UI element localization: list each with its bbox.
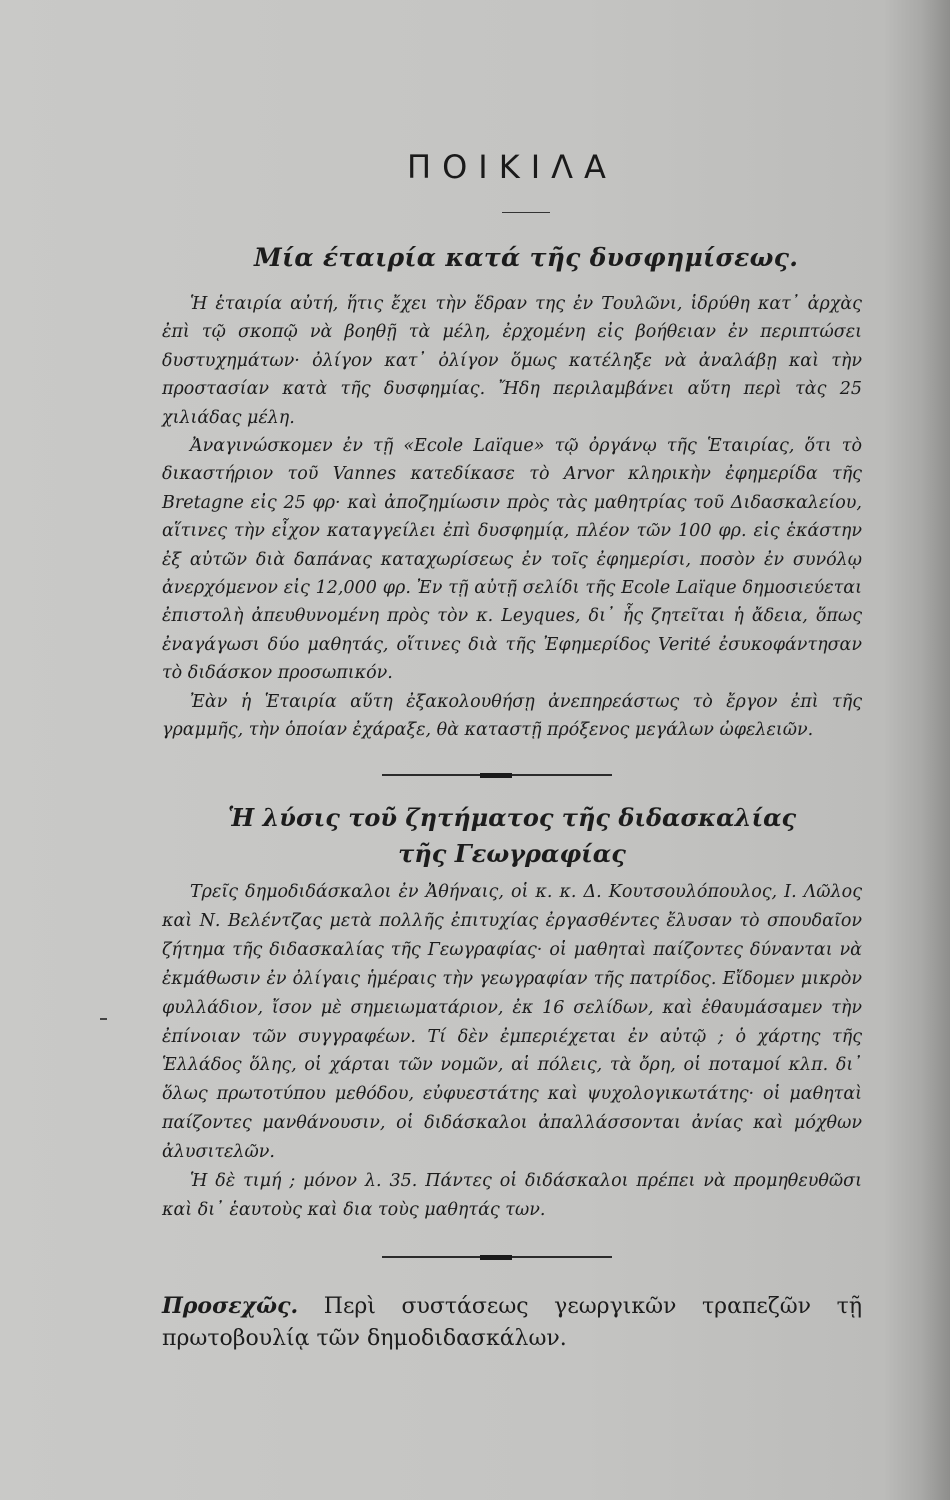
notice-lead: Προσεχῶς. — [162, 1293, 299, 1319]
margin-mark — [100, 1018, 107, 1020]
article2-paragraph-1: Τρεῖς δημοδιδάσκαλοι ἐν Ἀθήναις, οἱ κ. κ. Δ. Κουτσουλόπουλος, Ι. Λῶλος καὶ Ν. Βελέντζας μετὰ πολλῆς ἐπιτυχίας ἐργασθέντες ἔλυσαν τὸ σπουδαῖον ζήτημα τῆς διδασκαλίας τῆς Γεωγραφίας· οἱ μαθηταὶ παίζοντες δύνανται νὰ ἐκμάθωσιν ἐν ὀλίγαις ἡμέραις τὴν γεωγραφίαν τῆς πατρίδος. Εἴδομεν μικρὸν φυλλάδιον, ἴσον μὲ σημειωματάριον, ἐκ 16 σελίδων, καὶ ἐθαυμάσαμεν τὴν ἐπίνοιαν τῶν συγγραφέων. Τί δὲν ἐμπεριέχεται ἐν αὐτῷ ; ὁ χάρτης τῆς Ἑλλάδος ὅλης, οἱ χάρται τῶν νομῶν, αἱ πόλεις, τὰ ὄρη, οἱ ποταμοί κλπ. δι᾽ ὅλως πρωτοτύπου μεθόδου, εὐφυεστάτης καὶ ψυχολογικωτάτης· οἱ μαθηταὶ παίζοντες μανθάνουσιν, οἱ διδάσκαλοι ἀπαλλάσσονται ἀνίας καὶ μόχθων ἀλυσιτελῶν. — [162, 882, 862, 1163]
article2-heading — [162, 800, 862, 872]
article1-paragraph-2: Ἀναγινώσκομεν ἐν τῇ «Ecole Laïque» τῷ ὀργάνῳ τῆς Ἑταιρίας, ὅτι τὸ δικαστήριον τοῦ Vannes κατεδίκασε τὸ Arvor κληρικὴν ἐφημερίδα τῆς Bretagne εἰς 25 φρ· καὶ ἀποζημίωσιν πρὸς τὰς μαθητρίας τοῦ Διδασκαλείου, αἵτινες τὴν εἶχον καταγγείλει ἐπὶ δυσφημίᾳ, πλέον τῶν 100 φρ. εἰς ἑκάστην ἐξ αὐτῶν διὰ δαπάνας καταχωρίσεως ἐν τοῖς ἐφημερίσι, ποσὸν ἐν συνόλῳ ἀνερχόμενον εἰς 12,000 φρ. Ἐν τῇ αὐτῇ σελίδι τῆς Ecole Laïque δημοσιεύεται ἐπιστολὴ ἀπευθυνομένη πρὸς τὸν κ. Leyques, δι᾽ ἧς ζητεῖται ἡ ἄδεια, ὅπως ἐναγάγωσι δύο μαθητάς, οἵτινες διὰ τῆς Ἐφημερίδος Verité ἐσυκοφάντησαν τὸ διδάσκον προσωπικόν. — [162, 436, 862, 684]
article2-heading-line1: Ἡ λύσις τοῦ ζητήματος τῆς διδασκαλίας — [227, 803, 797, 832]
article1-paragraph-3: Ἐὰν ἡ Ἑταιρία αὕτη ἐξακολουθήσῃ ἀνεπηρεάστως τὸ ἔργον ἐπὶ τῆς γραμμῆς, τὴν ὁποίαν ἐχάραξε, θὰ καταστῇ πρόξενος μεγάλων ὠφελειῶν. — [162, 691, 862, 741]
article2-body — [162, 878, 862, 1225]
text-column — [162, 0, 862, 1500]
article1-heading: Μία έταιρία κατά τῆς δυσφημίσεως. — [254, 243, 799, 272]
article1-body — [162, 290, 862, 745]
article2-paragraph-2: Ἡ δὲ τιμή ; μόνον λ. 35. Πάντες οἱ διδάσκαλοι πρέπει νὰ προμηθευθῶσι καὶ δι᾽ ἑαυτοὺς καὶ δια τοὺς μαθητάς των. — [162, 1171, 862, 1220]
article2-heading-line2: τῆς Γεωγραφίας — [398, 839, 626, 868]
upcoming-notice — [162, 1290, 862, 1355]
section-divider-2 — [382, 1256, 612, 1258]
article1-paragraph-1: Ἡ ἑταιρία αὐτή, ἥτις ἔχει τὴν ἕδραν της ἐν Τουλῶνι, ἱδρύθη κατ᾽ ἀρχὰς ἐπὶ τῷ σκοπῷ νὰ βοηθῇ τὰ μέλη, ἐρχομένη εἰς βοήθειαν ἐν περιπτώσει δυστυχημάτων· ὀλίγον κατ᾽ ὀλίγον ὅμως κατέληξε νὰ ἀναλάβῃ καὶ τὴν προστασίαν κατὰ τῆς δυσφημίας. Ἤδη περιλαμβάνει αὕτη περὶ τὰς 25 χιλιάδας μέλη. — [162, 294, 862, 428]
notice-text: Περὶ συστάσεως γεωργικῶν τραπεζῶν τῇ πρωτοβουλίᾳ τῶν δημοδιδασκάλων. — [162, 1294, 862, 1351]
title-rule — [502, 212, 550, 213]
section-divider-1 — [382, 774, 612, 776]
page-title: ΠΟΙΚΙΛΑ — [407, 148, 617, 186]
